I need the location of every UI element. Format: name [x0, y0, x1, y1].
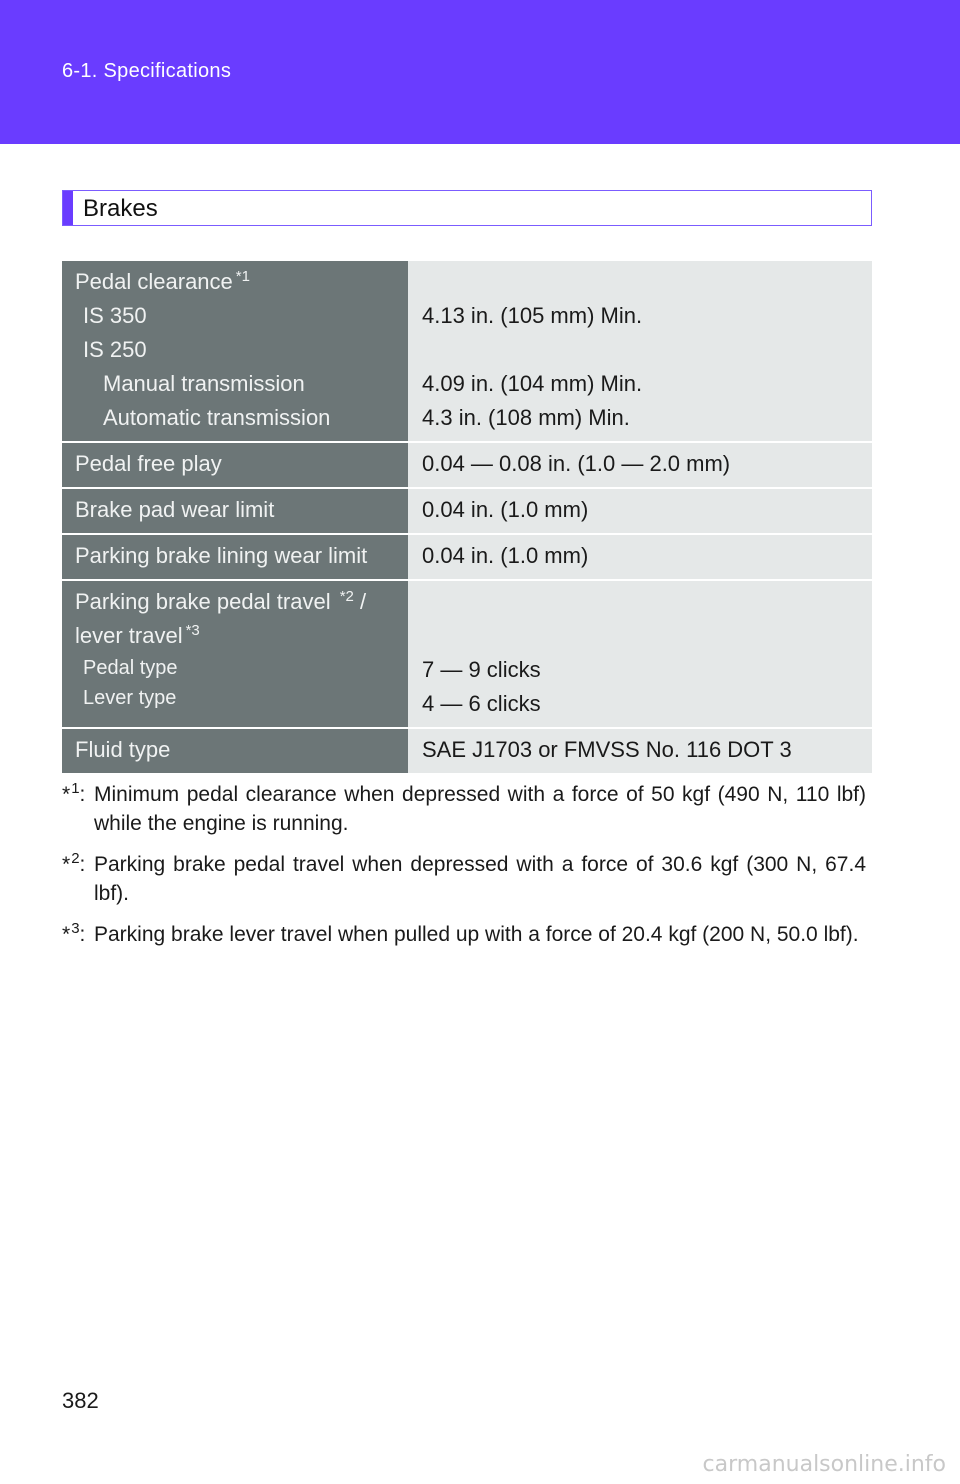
chapter-title: 6-1. Specifications — [62, 60, 232, 82]
header-band — [0, 0, 960, 144]
parking-lining-value: 0.04 in. (1.0 mm) — [408, 535, 872, 579]
footnote-text: Minimum pedal clearance when depressed with a force of 50 kgf (490 N, 110 lbf) while the engine is running. — [94, 783, 866, 835]
footnote-mark: *$^1$: — [62, 780, 86, 806]
is350-label: IS 350 — [83, 303, 147, 328]
row-value — [408, 261, 872, 441]
footnote-text: Parking brake lever travel when pulled up with a force of 20.4 kgf (200 N, 50.0 lbf). — [94, 923, 859, 946]
row-value — [408, 581, 872, 727]
footnote-mark: *$^3$: — [62, 920, 86, 946]
lever-type-label: Lever type — [83, 687, 177, 709]
brake-pad-label: Brake pad wear limit — [62, 489, 408, 533]
footnote-mark: *$^2$: — [62, 850, 86, 876]
automatic-transmission-label: Automatic transmission — [103, 405, 331, 430]
pedal-clearance-label: Pedal clearance — [75, 269, 233, 294]
footnote — [62, 850, 866, 908]
manual-transmission-label: Manual transmission — [103, 371, 305, 396]
footnotes — [62, 780, 866, 961]
parking-lining-label: Parking brake lining wear limit — [62, 535, 408, 579]
table-row-parking-travel — [62, 581, 872, 729]
lever-type-value: 4 — 6 clicks — [422, 691, 541, 716]
table-row-parking-lining — [62, 535, 872, 581]
parking-travel-label: Parking brake pedal travel — [75, 589, 331, 614]
pedal-type-label: Pedal type — [83, 657, 178, 679]
section-title: Brakes — [83, 195, 158, 222]
page-number: 382 — [62, 1388, 99, 1413]
table-row-pedal-free-play — [62, 443, 872, 489]
section-accent-bar — [63, 191, 73, 225]
pedal-free-play-value: 0.04 — 0.08 in. (1.0 — 2.0 mm) — [408, 443, 872, 487]
watermark: carmanualsonline.info — [702, 1452, 946, 1477]
brake-pad-value: 0.04 in. (1.0 mm) — [408, 489, 872, 533]
row-label — [62, 581, 408, 727]
row-label — [62, 261, 408, 441]
table-row-fluid-type — [62, 729, 872, 775]
brake-spec-table — [62, 261, 872, 775]
manual-transmission-value: 4.09 in. (104 mm) Min. — [422, 371, 643, 396]
pedal-free-play-label: Pedal free play — [62, 443, 408, 487]
section-heading — [62, 190, 872, 226]
footnote — [62, 920, 866, 949]
table-row-pedal-clearance — [62, 261, 872, 443]
footnote-ref: *2 — [339, 588, 354, 605]
separator: / — [360, 589, 367, 614]
footnote-ref: *3 — [185, 622, 200, 639]
is350-value: 4.13 in. (105 mm) Min. — [422, 303, 643, 328]
pedal-type-value: 7 — 9 clicks — [422, 657, 541, 682]
automatic-transmission-value: 4.3 in. (108 mm) Min. — [422, 405, 630, 430]
footnote-ref: *1 — [235, 268, 250, 285]
footnote-text: Parking brake pedal travel when depressed with a force of 30.6 kgf (300 N, 67.4 lbf). — [94, 853, 866, 905]
table-row-brake-pad — [62, 489, 872, 535]
lever-travel-label: lever travel — [75, 623, 183, 648]
fluid-type-value: SAE J1703 or FMVSS No. 116 DOT 3 — [408, 729, 872, 773]
footnote — [62, 780, 866, 838]
is250-label: IS 250 — [83, 337, 147, 362]
fluid-type-label: Fluid type — [62, 729, 408, 773]
